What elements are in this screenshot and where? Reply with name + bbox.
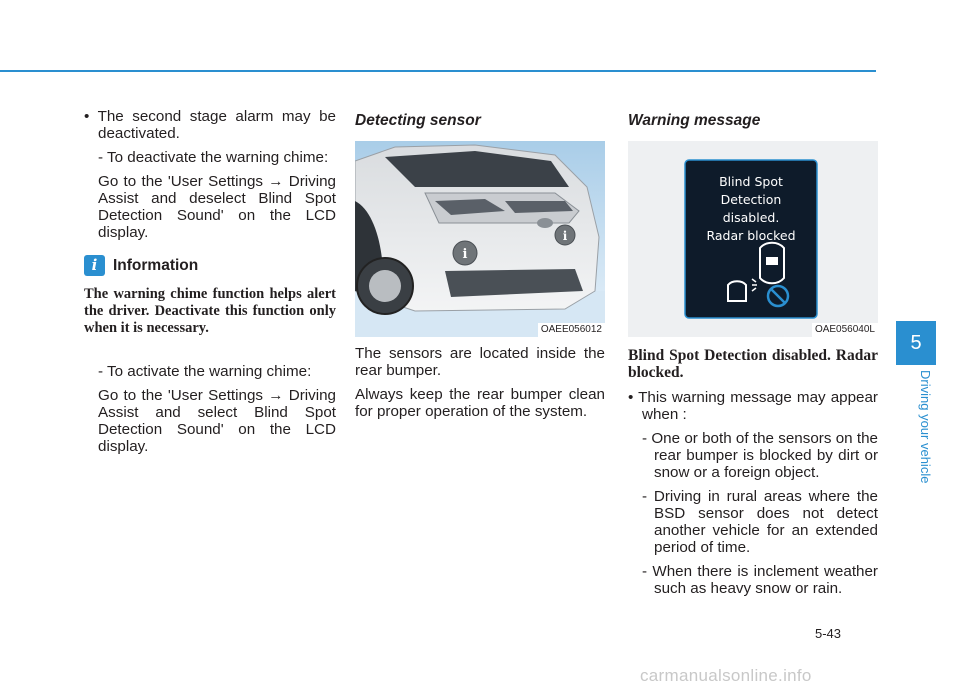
lcd-line: disabled. — [722, 210, 780, 225]
chapter-title: Driving your vehicle — [918, 370, 933, 484]
warning-message-title: Blind Spot Detection disabled. Radar blocked. — [628, 347, 878, 381]
lcd-line: Detection — [720, 192, 782, 207]
svg-text:i: i — [462, 247, 468, 262]
sensor-location-text: The sensors are located inside the rear bumper. — [355, 345, 605, 379]
information-title: Information — [113, 257, 199, 274]
information-header — [84, 255, 336, 276]
figure-code: OAEE056012 — [538, 323, 605, 337]
lcd-line: Blind Spot — [719, 174, 783, 189]
deactivate-instructions: Go to the 'User Settings → Driving Assist and deselect Blind Spot Detection Sound' on the LCD display. — [98, 173, 336, 241]
bumper-clean-text: Always keep the rear bumper clean for proper operation of the system. — [355, 386, 605, 420]
column-left — [84, 108, 336, 462]
activate-instructions: Go to the 'User Settings → Driving Assist and select Blind Spot Detection Sound' on the LCD display. — [98, 387, 336, 455]
car-rear-illustration — [355, 141, 605, 337]
bullet-text: This warning message may appear when : — [638, 389, 878, 423]
activate-heading: - To activate the warning chime: — [98, 363, 312, 380]
figure-code: OAE056040L — [812, 323, 878, 337]
page-number: 5-43 — [815, 626, 842, 641]
lcd-line: Radar blocked — [706, 228, 796, 243]
watermark: carmanualsonline.info — [640, 666, 812, 685]
lcd-message — [685, 173, 817, 245]
header-rule — [0, 70, 876, 72]
bullet-appear-when: • This warning message may appear when : — [628, 389, 878, 423]
chapter-number-tab: 5 — [896, 321, 936, 365]
column-middle — [355, 108, 605, 427]
bullet-text: The second stage alarm may be deactivated. — [97, 108, 336, 142]
condition-item: - Driving in rural areas where the BSD sensor does not detect another vehicle for an extended period of time. — [642, 488, 878, 556]
warning-message-heading: Warning message — [628, 112, 761, 129]
bullet-second-stage: • The second stage alarm may be deactivated. — [84, 108, 336, 142]
condition-item: - When there is inclement weather such as heavy snow or rain. — [642, 563, 878, 597]
lcd-warning-figure — [628, 141, 878, 337]
column-right — [628, 108, 878, 604]
condition-item: - One or both of the sensors on the rear bumper is blocked by dirt or snow or a foreign object. — [642, 430, 878, 481]
rear-bumper-figure — [355, 141, 605, 337]
svg-text:i: i — [562, 229, 568, 243]
deactivate-heading: - To deactivate the warning chime: — [98, 149, 329, 166]
info-icon: i — [84, 255, 105, 276]
detecting-sensor-heading: Detecting sensor — [355, 112, 481, 129]
information-body: The warning chime function helps alert the driver. Deactivate this function only when it is necessary. — [84, 286, 336, 336]
